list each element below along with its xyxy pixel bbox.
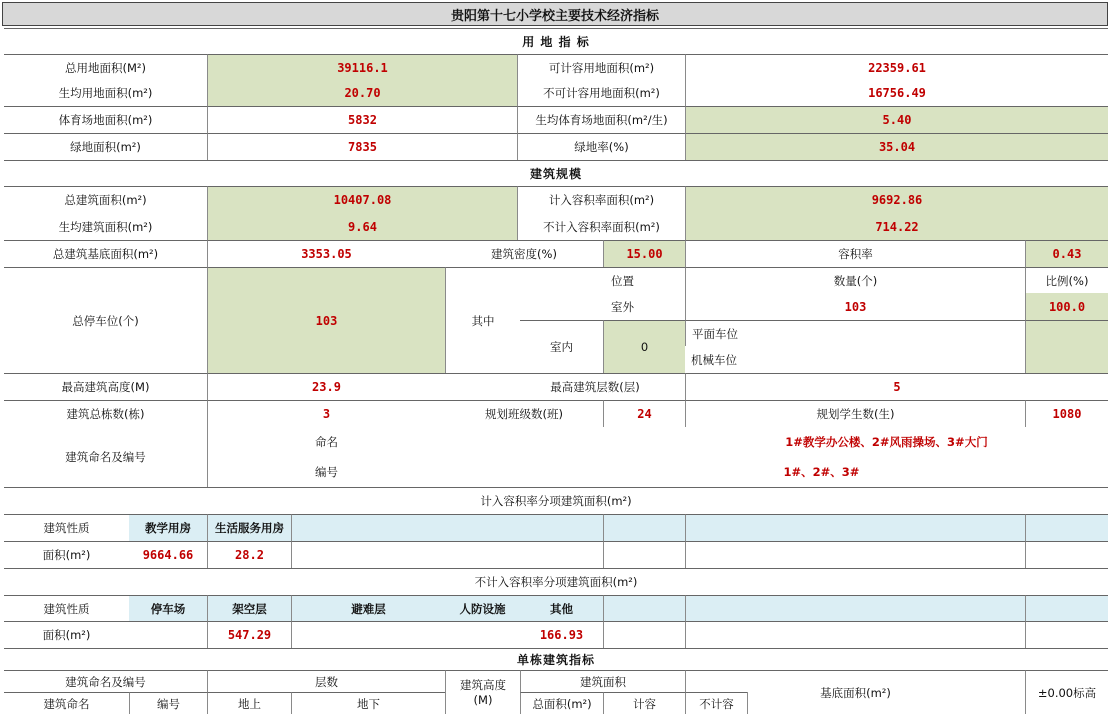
value-max-floors: 5 (685, 373, 1108, 400)
value-non-far-parking (129, 621, 207, 648)
header-non-far: 不计容 (685, 692, 747, 714)
value-far-land: 22359.61 (685, 54, 1108, 80)
label-building-count: 建筑总栋数(栋) (4, 400, 207, 427)
header-height (445, 670, 520, 714)
non-far-type-other: 其他 (520, 595, 603, 621)
non-far-type-empty-3 (1025, 595, 1108, 621)
value-total-land: 39116.1 (207, 54, 517, 80)
section-far-area: 计入容积率分项建筑面积(m²) (4, 487, 1108, 514)
section-land: 用 地 指 标 (4, 28, 1108, 54)
value-green-area: 7835 (207, 133, 517, 160)
label-class-count: 规划班级数(班) (445, 400, 603, 427)
value-far-teaching: 9664.66 (129, 541, 207, 568)
far-type-empty-1 (291, 514, 603, 541)
far-value-empty-1 (291, 541, 603, 568)
non-far-type-empty-1 (603, 595, 685, 621)
far-type-empty-3 (685, 514, 1025, 541)
value-far-ratio: 0.43 (1025, 240, 1108, 267)
header-above-ground: 地上 (207, 692, 291, 714)
label-non-far-land: 不可计容用地面积(m²) (517, 80, 685, 106)
label-far-building: 计入容积率面积(m²) (517, 186, 685, 213)
value-indoor-count: 0 (603, 320, 685, 373)
far-type-empty-4 (1025, 514, 1108, 541)
value-building-count: 3 (207, 400, 445, 427)
header-building-name: 建筑命名 (4, 692, 129, 714)
label-naming: 建筑命名及编号 (65, 450, 146, 464)
header-area: 建筑面积 (520, 670, 685, 692)
non-far-type-stilt: 架空层 (207, 595, 291, 621)
label-far-area: 面积(m²) (4, 541, 129, 568)
value-non-far-land: 16756.49 (685, 80, 1108, 106)
header-elevation: ±0.00标高 (1025, 670, 1108, 714)
value-student-count: 1080 (1025, 400, 1108, 427)
label-position: 位置 (520, 267, 685, 293)
value-base-area: 3353.05 (207, 240, 445, 267)
label-green-area: 绿地面积(m²) (4, 133, 207, 160)
value-parking: 103 (207, 267, 445, 373)
header-height-label: 建筑高度 (460, 677, 506, 692)
label-student-count: 规划学生数(生) (685, 400, 1025, 427)
header-base-area: 基底面积(m²) (685, 670, 1025, 714)
label-name: 命名 (207, 427, 445, 457)
far-type-teaching: 教学用房 (129, 514, 207, 541)
label-outdoor: 室外 (611, 299, 634, 314)
value-far-service: 28.2 (207, 541, 291, 568)
header-total-area: 总面积(m²) (520, 692, 603, 714)
value-sports-area: 5832 (207, 106, 517, 133)
section-building: 建筑规模 (4, 160, 1108, 186)
value-non-far-stilt: 547.29 (207, 621, 291, 648)
label-total-land: 总用地面积(M²) (4, 54, 207, 80)
label-per-student-land: 生均用地面积(m²) (58, 86, 153, 100)
header-height-unit: (M) (473, 692, 493, 707)
value-number: 1#、2#、3# (783, 465, 860, 479)
value-non-far-refuge (291, 621, 520, 648)
label-green-ratio: 绿地率(%) (517, 133, 685, 160)
label-per-student-sports: 生均体育场地面积(m²/生) (517, 106, 685, 133)
header-floors: 层数 (207, 670, 445, 692)
far-value-empty-3 (685, 541, 1025, 568)
value-outdoor-count: 103 (685, 293, 1025, 320)
label-non-far-building: 不计入容积率面积(m²) (517, 213, 685, 240)
label-per-student-building: 生均建筑面积(m²) (58, 219, 153, 234)
header-name-number: 建筑命名及编号 (4, 670, 207, 692)
label-non-far-type: 建筑性质 (4, 595, 129, 621)
non-far-value-empty-3 (1025, 621, 1108, 648)
non-far-type-parking: 停车场 (129, 595, 207, 621)
label-surface-parking: 平面车位 (685, 320, 1025, 346)
value-max-height: 23.9 (207, 373, 445, 400)
label-parking: 总停车位(个) (4, 267, 207, 373)
label-base-area: 总建筑基底面积(m²) (4, 240, 207, 267)
label-number: 编号 (207, 457, 445, 487)
value-outdoor-ratio: 100.0 (1025, 293, 1108, 320)
value-name: 1#教学办公楼、2#风雨操场、3#大门 (785, 435, 988, 449)
section-non-far-area: 不计入容积率分项建筑面积(m²) (4, 568, 1108, 595)
value-non-far-other: 166.93 (520, 621, 603, 648)
label-ratio: 比例(%) (1025, 267, 1108, 293)
header-below-ground: 地下 (291, 692, 445, 714)
header-building-number: 编号 (129, 692, 207, 714)
label-far-ratio: 容积率 (685, 240, 1025, 267)
label-indoor: 室内 (520, 320, 603, 373)
far-value-empty-4 (1025, 541, 1108, 568)
value-per-student-sports: 5.40 (685, 106, 1108, 133)
label-mechanical-parking: 机械车位 (691, 352, 737, 367)
label-far-type: 建筑性质 (4, 514, 129, 541)
label-of-which: 其中 (445, 267, 520, 373)
non-far-type-refuge: 避难层 (291, 595, 445, 621)
non-far-type-empty-2 (685, 595, 1025, 621)
label-total-building: 总建筑面积(m²) (4, 186, 207, 213)
far-value-empty-2 (603, 541, 685, 568)
value-class-count: 24 (603, 400, 685, 427)
value-far-building: 9692.86 (685, 186, 1108, 213)
non-far-type-civil-defense: 人防设施 (445, 595, 520, 621)
value-per-student-land: 20.70 (207, 80, 517, 106)
label-max-floors: 最高建筑层数(层) (445, 373, 685, 400)
label-density: 建筑密度(%) (445, 240, 603, 267)
label-far-land: 可计容用地面积(m²) (517, 54, 685, 80)
sheet-title: 贵阳第十七小学校主要技术经济指标 (2, 2, 1108, 26)
non-far-value-empty-2 (685, 621, 1025, 648)
value-indoor-ratio (1025, 320, 1108, 373)
label-count: 数量(个) (685, 267, 1025, 293)
non-far-value-empty-1 (603, 621, 685, 648)
value-non-far-building: 714.22 (685, 213, 1108, 240)
label-max-height: 最高建筑高度(M) (4, 373, 207, 400)
header-divider (747, 692, 748, 714)
value-density: 15.00 (603, 240, 685, 267)
section-single: 单栋建筑指标 (4, 648, 1108, 670)
value-green-ratio: 35.04 (685, 133, 1108, 160)
far-type-service: 生活服务用房 (207, 514, 291, 541)
far-type-empty-2 (603, 514, 685, 541)
label-sports-area: 体育场地面积(m²) (4, 106, 207, 133)
label-non-far-area: 面积(m²) (4, 621, 129, 648)
value-total-building: 10407.08 (207, 186, 517, 213)
value-per-student-building: 9.64 (207, 213, 517, 240)
header-far: 计容 (603, 692, 685, 714)
